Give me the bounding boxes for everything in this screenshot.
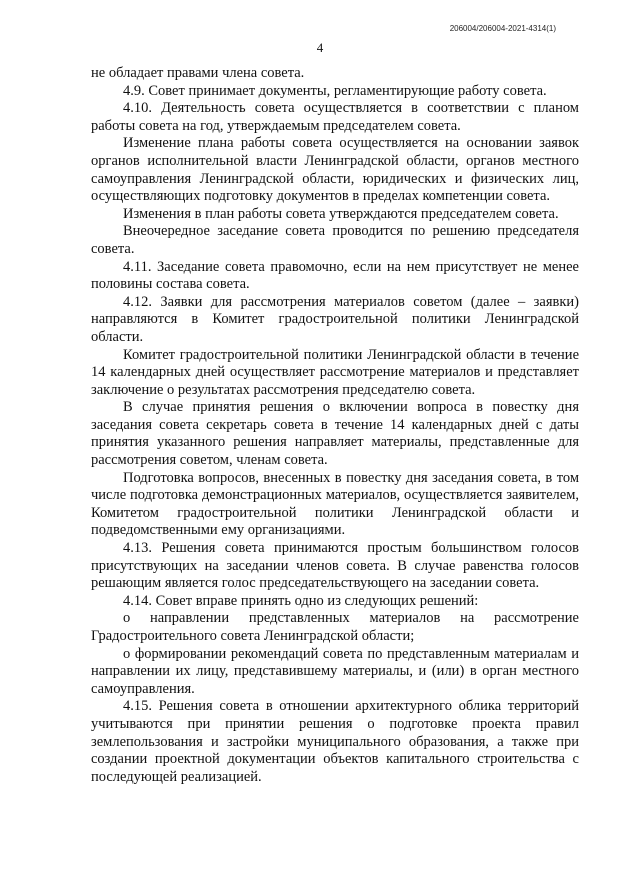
paragraph-4-9: 4.9. Совет принимает документы, регламентирующие работу совета.	[123, 82, 547, 99]
paragraph-4-15: 4.15. Решения совета в отношении архитектурного облика территорий учитываются при принятии решения о подготовке проекта правил землепользования и застройки муниципального образования, а также при создании проектной документации объектов капитального строительства с последующей реализацией.	[91, 698, 579, 785]
paragraph-plan-approval: Изменения в план работы совета утверждаются председателем совета.	[123, 205, 559, 222]
paragraph-4-13: 4.13. Решения совета принимаются простым большинством голосов присутствующих на заседании членов совета. В случае равенства голосов решающим является голос председательствующего на заседании совета.	[91, 540, 579, 592]
paragraph-agenda-inclusion: В случае принятия решения о включении вопроса в повестку дня заседания совета секретарь совета в течение 14 календарных дней с даты принятия указанного решения направляет материалы, представленные для рассмотрения советом, членам совета.	[91, 399, 579, 469]
document-body	[91, 65, 579, 786]
paragraph-committee-review: Комитет градостроительной политики Ленинградской области в течение 14 календарных дней осуществляет рассмотрение материалов и представляет заключение о результатах рассмотрения председателю совета.	[91, 346, 579, 398]
paragraph-extraordinary-meeting: Внеочередное заседание совета проводится по решению председателя совета.	[91, 223, 579, 257]
paragraph-decision-option-2: о формировании рекомендаций совета по представленным материалам и направлении их лицу, представившему материалы, и (или) в орган местного самоуправления.	[91, 645, 579, 697]
paragraph-plan-changes: Изменение плана работы совета осуществляется на основании заявок органов исполнительной власти Ленинградской области, органов местного самоуправления Ленинградской области, юридических и физических лиц, осуществляющих подготовку документов в пределах компетенции совета.	[91, 135, 579, 205]
paragraph-4-12: 4.12. Заявки для рассмотрения материалов советом (далее – заявки) направляются в Комитет градостроительной политики Ленинградской области.	[91, 293, 579, 345]
paragraph-decision-option-1: о направлении представленных материалов на рассмотрение Градостроительного совета Ленинградской области;	[91, 610, 579, 644]
paragraph-4-14: 4.14. Совет вправе принять одно из следующих решений:	[123, 592, 479, 609]
paragraph-4-11: 4.11. Заседание совета правомочно, если на нем присутствует не менее половины состава совета.	[91, 258, 579, 293]
paragraph-preparation: Подготовка вопросов, внесенных в повестку дня заседания совета, в том числе подготовка демонстрационных материалов, осуществляется заявителем, Комитетом градостроительной политики Ленинградской области и подведомственными ему организациями.	[91, 469, 579, 539]
paragraph-continuation: не обладает правами члена совета.	[91, 65, 305, 81]
paragraph-4-10: 4.10. Деятельность совета осуществляется в соответствии с планом работы совета на год, утверждаемым председателем совета.	[91, 100, 579, 134]
document-id: 206004/206004-2021-4314(1)	[449, 24, 556, 33]
page-number: 4	[316, 40, 324, 55]
